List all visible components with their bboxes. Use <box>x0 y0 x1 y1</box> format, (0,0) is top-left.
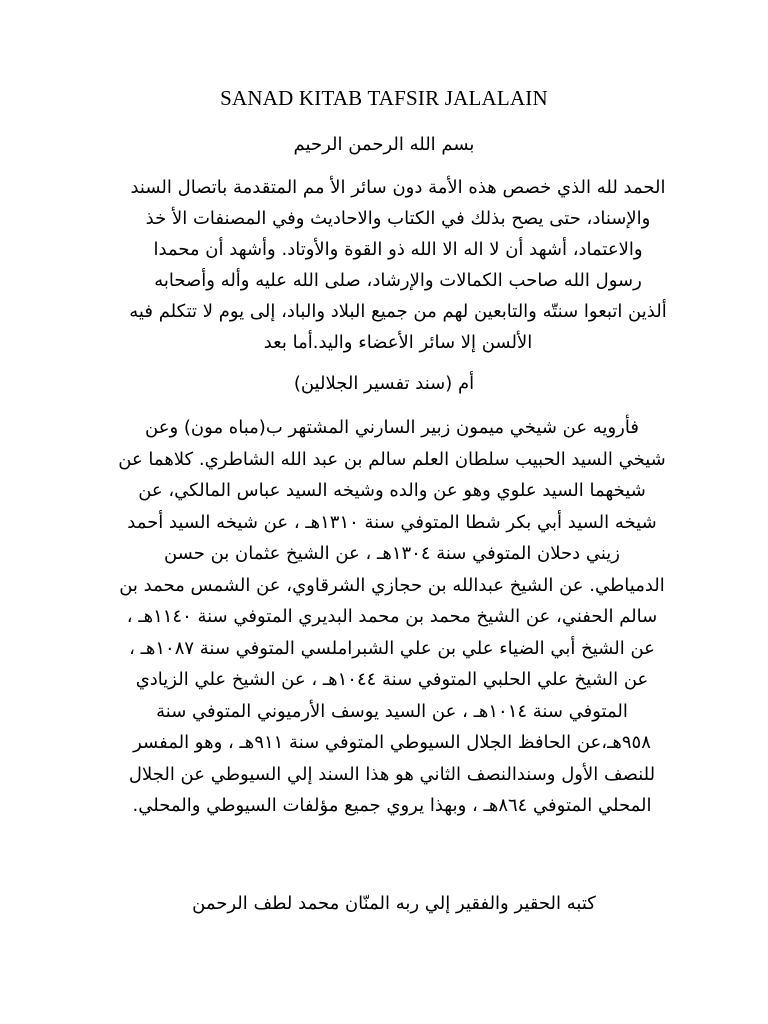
sanad-line: المحلي المتوفي ٨٦٤هـ ، وبهذا يروي جميع مؤلفات السيوطي والمحلي. <box>132 795 652 816</box>
intro-line: الألسن إلا سائر الأعضاء واليد.أما بعد <box>263 332 533 353</box>
sanad-line: زيني دحلان المتوفي سنة ١٣٠٤هـ ، عن الشيخ عثمان بن حسن <box>163 543 621 564</box>
intro-paragraph <box>88 172 708 358</box>
intro-line: الحمد لله الذي خصص هذه الأمة دون سائر الأ مم المتقدمة باتصال السند <box>130 177 666 198</box>
sanad-line: فأرويه عن شيخي ميمون زبير السارني المشتهر ب(مباه مون) وعن <box>145 417 639 438</box>
sanad-line: ٩٥٨هـ،عن الحافظ الجلال السيوطي المتوفي سنة ٩١١هـ ، وهو المفسر <box>133 732 651 753</box>
intro-line: والإسناد، حتى يصح بذلك في الكتاب والاحاديث وفي المصنفات الأ خذ <box>145 208 651 229</box>
intro-line: ألذين اتبعوا سنتّه والتابعين لهم من جميع البلاد والباد، إلى يوم لا تتكلم فيه <box>129 301 667 322</box>
sanad-line: شيخي السيد الحبيب سلطان العلم سالم بن عبد الله الشاطري. كلاهما عن <box>118 448 666 470</box>
sanad-heading: أم (سند تفسير الجلالين) <box>293 373 475 394</box>
document-title: SANAD KITAB TAFSIR JALALAIN <box>220 86 548 110</box>
sanad-line: للنصف الأول وسندالنصف الثاني هو هذا السند إلي السيوطي عن الجلال <box>128 763 656 785</box>
sanad-line: الدمياطي. عن الشيخ عبدالله بن حجازي الشرقاوي، عن الشمس محمد بن <box>119 574 665 596</box>
signature: كتبه الحقير والفقير إلي ربه المنّان محمد لطف الرحمن <box>192 893 596 914</box>
sanad-line: عن الشيخ علي الحلبي المتوفي سنة ١٠٤٤هـ ، عن الشيخ علي الزيادي <box>135 669 649 690</box>
sanad-line: عن الشيخ أبي الضياء علي بن علي الشبراملسي المتوفي سنة ١٠٨٧هـ ، <box>129 637 655 659</box>
basmala: بسم الله الرحمن الرحيم <box>293 134 475 155</box>
intro-line: رسول الله صاحب الكمالات والإرشاد، صلى الله عليه وأله وأصحابه <box>154 270 642 291</box>
sanad-paragraph <box>88 412 696 822</box>
sanad-line: المتوفي سنة ١٠١٤هـ ، عن السيد يوسف الأرميوني المتوفي سنة <box>156 700 628 722</box>
intro-line: والاعتماد، أشهد أن لا اله الا الله ذو القوة والأوتاد. وأشهد أن محمدا <box>153 239 643 260</box>
sanad-line: سالم الحفني، عن الشيخ محمد بن محمد البديري المتوفي سنة ١١٤٠هـ ، <box>126 606 658 627</box>
sanad-line: شيخه السيد أبي بكر شطا المتوفي سنة ١٣١٠هـ ، عن شيخه السيد أحمد <box>127 511 657 533</box>
sanad-line: شيخهما السيد علوي وهو عن والده وشيخه السيد عباس المالكي، عن <box>138 480 646 501</box>
